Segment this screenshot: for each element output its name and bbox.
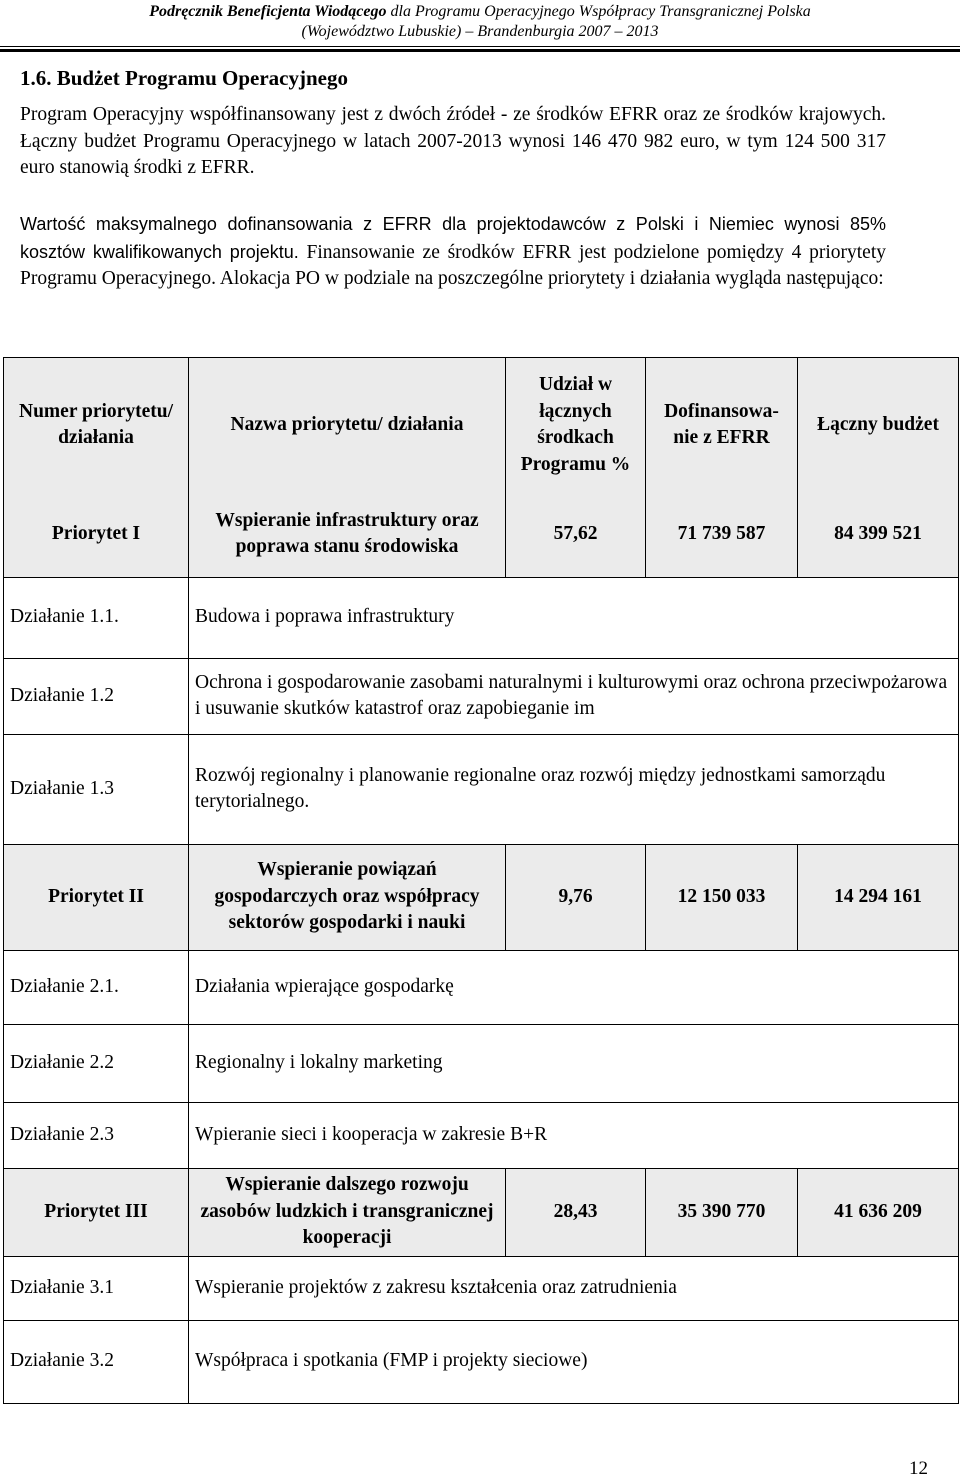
priority-2-number: Priorytet II: [4, 844, 189, 950]
priority-1-total: 84 399 521: [798, 492, 959, 577]
action-3-2-number: Działanie 3.2: [4, 1320, 189, 1403]
action-2-2-number: Działanie 2.2: [4, 1024, 189, 1102]
table-row-action-1-2: [4, 658, 959, 734]
action-1-2-name: Ochrona i gospodarowanie zasobami naturalnymi i kulturowymi oraz ochrona przeciwpożarowa i usuwanie skutków katastrof oraz zapobieganie im: [189, 658, 959, 734]
table-row-priority-3: [4, 1168, 959, 1256]
paragraph-1-text: Program Operacyjny współfinansowany jest z dwóch źródeł - ze środków EFRR oraz ze środków krajowych. Łączny budżet Programu Operacyjnego w latach 2007-2013 wynosi 146 470 982 euro, w tym 124 500 317 euro stanowią środki z EFRR.: [20, 104, 886, 178]
priority-3-total: 41 636 209: [798, 1168, 959, 1256]
header-rule-thick: [0, 49, 960, 52]
header-rule-thin: [0, 46, 960, 47]
priority-1-number: Priorytet I: [4, 492, 189, 577]
action-1-2-number: Działanie 1.2: [4, 658, 189, 734]
priority-3-share: 28,43: [506, 1168, 646, 1256]
action-2-1-name: Działania wpierające gospodarkę: [189, 950, 959, 1024]
header-total: Łączny budżet: [798, 358, 959, 493]
header-subtitle: dla Programu Operacyjnego Współpracy Transgranicznej Polska: [386, 3, 811, 20]
header-line-2: (Województwo Lubuskie) – Brandenburgia 2007 – 2013: [301, 23, 659, 40]
action-1-1-number: Działanie 1.1.: [4, 577, 189, 658]
table-row-action-1-1: [4, 577, 959, 658]
action-1-3-number: Działanie 1.3: [4, 734, 189, 844]
action-3-2-name: Współpraca i spotkania (FMP i projekty sieciowe): [189, 1320, 959, 1403]
paragraph-2-sans-text: Wartość maksymalnego dofinansowania z EFRR dla projektodawców z Polski i Niemiec wynosi 85% kosztów kwalifikowanych projektu.: [20, 214, 886, 262]
page-header: [0, 0, 960, 42]
budget-table: [3, 357, 959, 1404]
action-2-2-name: Regionalny i lokalny marketing: [189, 1024, 959, 1102]
action-2-3-number: Działanie 2.3: [4, 1102, 189, 1168]
action-3-1-name: Wspieranie projektów z zakresu kształcenia oraz zatrudnienia: [189, 1256, 959, 1320]
priority-2-share: 9,76: [506, 844, 646, 950]
priority-1-name: Wspieranie infrastruktury oraz poprawa stanu środowiska: [189, 492, 506, 577]
priority-2-name: Wspieranie powiązań gospodarczych oraz współpracy sektorów gospodarki i nauki: [189, 844, 506, 950]
action-3-1-number: Działanie 3.1: [4, 1256, 189, 1320]
table-row-action-1-3: [4, 734, 959, 844]
priority-3-number: Priorytet III: [4, 1168, 189, 1256]
paragraph-2: [20, 211, 886, 293]
table-row-action-3-2: [4, 1320, 959, 1403]
header-efrr: Dofinansowa-nie z EFRR: [646, 358, 798, 493]
section-title: 1.6. Budżet Programu Operacyjnego: [20, 66, 348, 90]
priority-1-share: 57,62: [506, 492, 646, 577]
paragraph-2-text: Finansowanie ze środków EFRR jest podzielone pomiędzy 4 priorytety Programu Operacyjnego. Alokacja PO w podziale na poszczególne priorytety i działania wygląda następująco:: [20, 241, 886, 289]
header-name: Nazwa priorytetu/ działania: [189, 358, 506, 493]
header-number: Numer priorytetu/ działania: [4, 358, 189, 493]
table-row-action-3-1: [4, 1256, 959, 1320]
header-line-1: [0, 2, 960, 22]
table-row-action-2-3: [4, 1102, 959, 1168]
action-1-1-name: Budowa i poprawa infrastruktury: [189, 577, 959, 658]
table-row-priority-1: [4, 492, 959, 577]
page-number: 12: [909, 1458, 928, 1479]
header-share: Udział w łącznych środkach Programu %: [506, 358, 646, 493]
priority-2-total: 14 294 161: [798, 844, 959, 950]
table-header-row: [4, 358, 959, 493]
priority-3-name: Wspieranie dalszego rozwoju zasobów ludzkich i transgranicznej kooperacji: [189, 1168, 506, 1256]
table-row-priority-2: [4, 844, 959, 950]
priority-1-efrr: 71 739 587: [646, 492, 798, 577]
action-1-3-name: Rozwój regionalny i planowanie regionalne oraz rozwój między jednostkami samorządu terytorialnego.: [189, 734, 959, 844]
table-row-action-2-1: [4, 950, 959, 1024]
action-2-3-name: Wpieranie sieci i kooperacja w zakresie B+R: [189, 1102, 959, 1168]
paragraph-1: [20, 76, 886, 182]
table-row-action-2-2: [4, 1024, 959, 1102]
priority-2-efrr: 12 150 033: [646, 844, 798, 950]
priority-3-efrr: 35 390 770: [646, 1168, 798, 1256]
action-2-1-number: Działanie 2.1.: [4, 950, 189, 1024]
header-title: Podręcznik Beneficjenta Wiodącego: [149, 3, 387, 20]
